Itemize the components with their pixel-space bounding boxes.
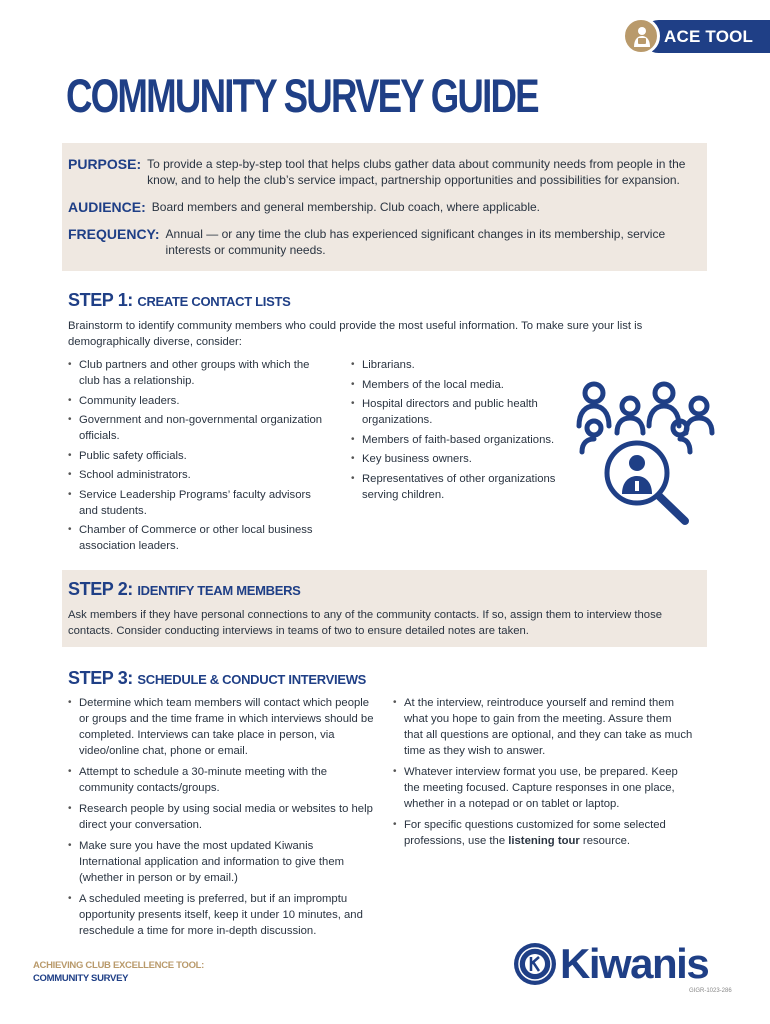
list-item: • Whatever interview format you use, be prepared. Keep the meeting focused. Capture responses in one place, whether in a notepad or on tablet or laptop. (393, 764, 693, 812)
list-item: • Make sure you have the most updated Kiwanis International application and information to give them (whether in person or by email.) (68, 838, 374, 886)
audience-text: Board members and general membership. Club coach, where applicable. (151, 200, 540, 214)
audience-row (68, 199, 540, 215)
list-item: • Club partners and other groups with which the club has a relationship. (68, 357, 326, 389)
page-title: COMMUNITY SURVEY GUIDE (66, 69, 538, 122)
list-item: • Public safety officials. (68, 448, 326, 464)
frequency-row (68, 226, 666, 258)
frequency-text: Annual — or any time the club has experienced significant changes in its membership, service interests or community needs. (165, 227, 666, 257)
list-item: • Attempt to schedule a 30-minute meeting with the community contacts/groups. (68, 764, 374, 796)
step2-title: IDENTIFY TEAM MEMBERS (137, 583, 301, 598)
list-item: • School administrators. (68, 467, 326, 483)
step1-title: CREATE CONTACT LISTS (137, 294, 291, 309)
step1-left-list (68, 357, 326, 558)
ace-person-icon (622, 17, 660, 55)
purpose-text: To provide a step-by-step tool that helps clubs gather data about community needs from people in the know, and to help the club’s service impact, partnership opportunities and possibilities for expansion. (147, 157, 686, 187)
listening-tour-link[interactable]: listening tour (508, 835, 580, 847)
step3-number: STEP 3: (68, 668, 133, 688)
people-magnifier-icon (572, 378, 722, 528)
list-item: • Community leaders. (68, 393, 326, 409)
purpose-row (68, 156, 687, 188)
step2-heading (68, 579, 301, 600)
list-item: • A scheduled meeting is preferred, but if an impromptu opportunity presents itself, keep it under 10 minutes, and reschedule a time for more in-depth discussion. (68, 891, 374, 939)
list-item: • Government and non-governmental organization officials. (68, 412, 326, 444)
footer-caption-line1: ACHIEVING CLUB EXCELLENCE TOOL: (33, 960, 205, 971)
step3-title: SCHEDULE & CONDUCT INTERVIEWS (137, 672, 367, 687)
info-panel (62, 143, 707, 271)
audience-label: AUDIENCE: (68, 199, 146, 215)
list-item: • At the interview, reintroduce yourself and remind them what you hope to gain from the meeting. Assure them that all questions are optional, and they can take as much time as they wish to answer. (393, 695, 693, 759)
frequency-label: FREQUENCY: (68, 226, 160, 242)
step1-number: STEP 1: (68, 290, 133, 310)
step1-intro: Brainstorm to identify community members who could provide the most useful information. To make sure your list is demographically diverse, consider: (68, 320, 643, 348)
list-item: • Representatives of other organizations serving children. (351, 471, 573, 503)
list-item: • Members of faith-based organizations. (351, 432, 573, 448)
listening-tour-suffix: resource. (579, 835, 631, 847)
step1-heading (68, 290, 290, 311)
list-item: • Librarians. (351, 357, 573, 373)
step2-text: Ask members if they have personal connections to any of the community contacts. If so, assign them to interview those contacts. Consider conducting interviews in teams of two to ensure detailed notes are taken. (68, 609, 663, 637)
ace-tool-label: ACE TOOL (664, 27, 754, 46)
step3-heading (68, 668, 366, 689)
footer-caption-line2: COMMUNITY SURVEY (33, 973, 129, 984)
document-code: GIGR-1023-286 (689, 988, 732, 994)
list-item: • Hospital directors and public health organizations. (351, 396, 573, 428)
kiwanis-seal-icon (513, 942, 557, 986)
list-item: • Determine which team members will contact which people or groups and the time frame in which interviews should be completed. Interviews can take place in person, via video/online chat, phone or email. (68, 695, 374, 759)
list-item: • Research people by using social media or websites to help direct your conversation. (68, 801, 374, 833)
list-item: • Chamber of Commerce or other local business association leaders. (68, 522, 326, 554)
step1-right-list (351, 357, 573, 506)
list-item: • Members of the local media. (351, 377, 573, 393)
list-item: • Service Leadership Programs’ faculty advisors and students. (68, 487, 326, 519)
listening-tour-prefix: For specific questions customized for some selected professions, use the (404, 819, 666, 847)
step3-left-list (68, 695, 374, 944)
step2-number: STEP 2: (68, 579, 133, 599)
kiwanis-wordmark: Kiwanis (560, 940, 709, 987)
purpose-label: PURPOSE: (68, 156, 142, 172)
list-item (393, 817, 693, 849)
list-item: • Key business owners. (351, 451, 573, 467)
step3-right-list (393, 695, 693, 854)
